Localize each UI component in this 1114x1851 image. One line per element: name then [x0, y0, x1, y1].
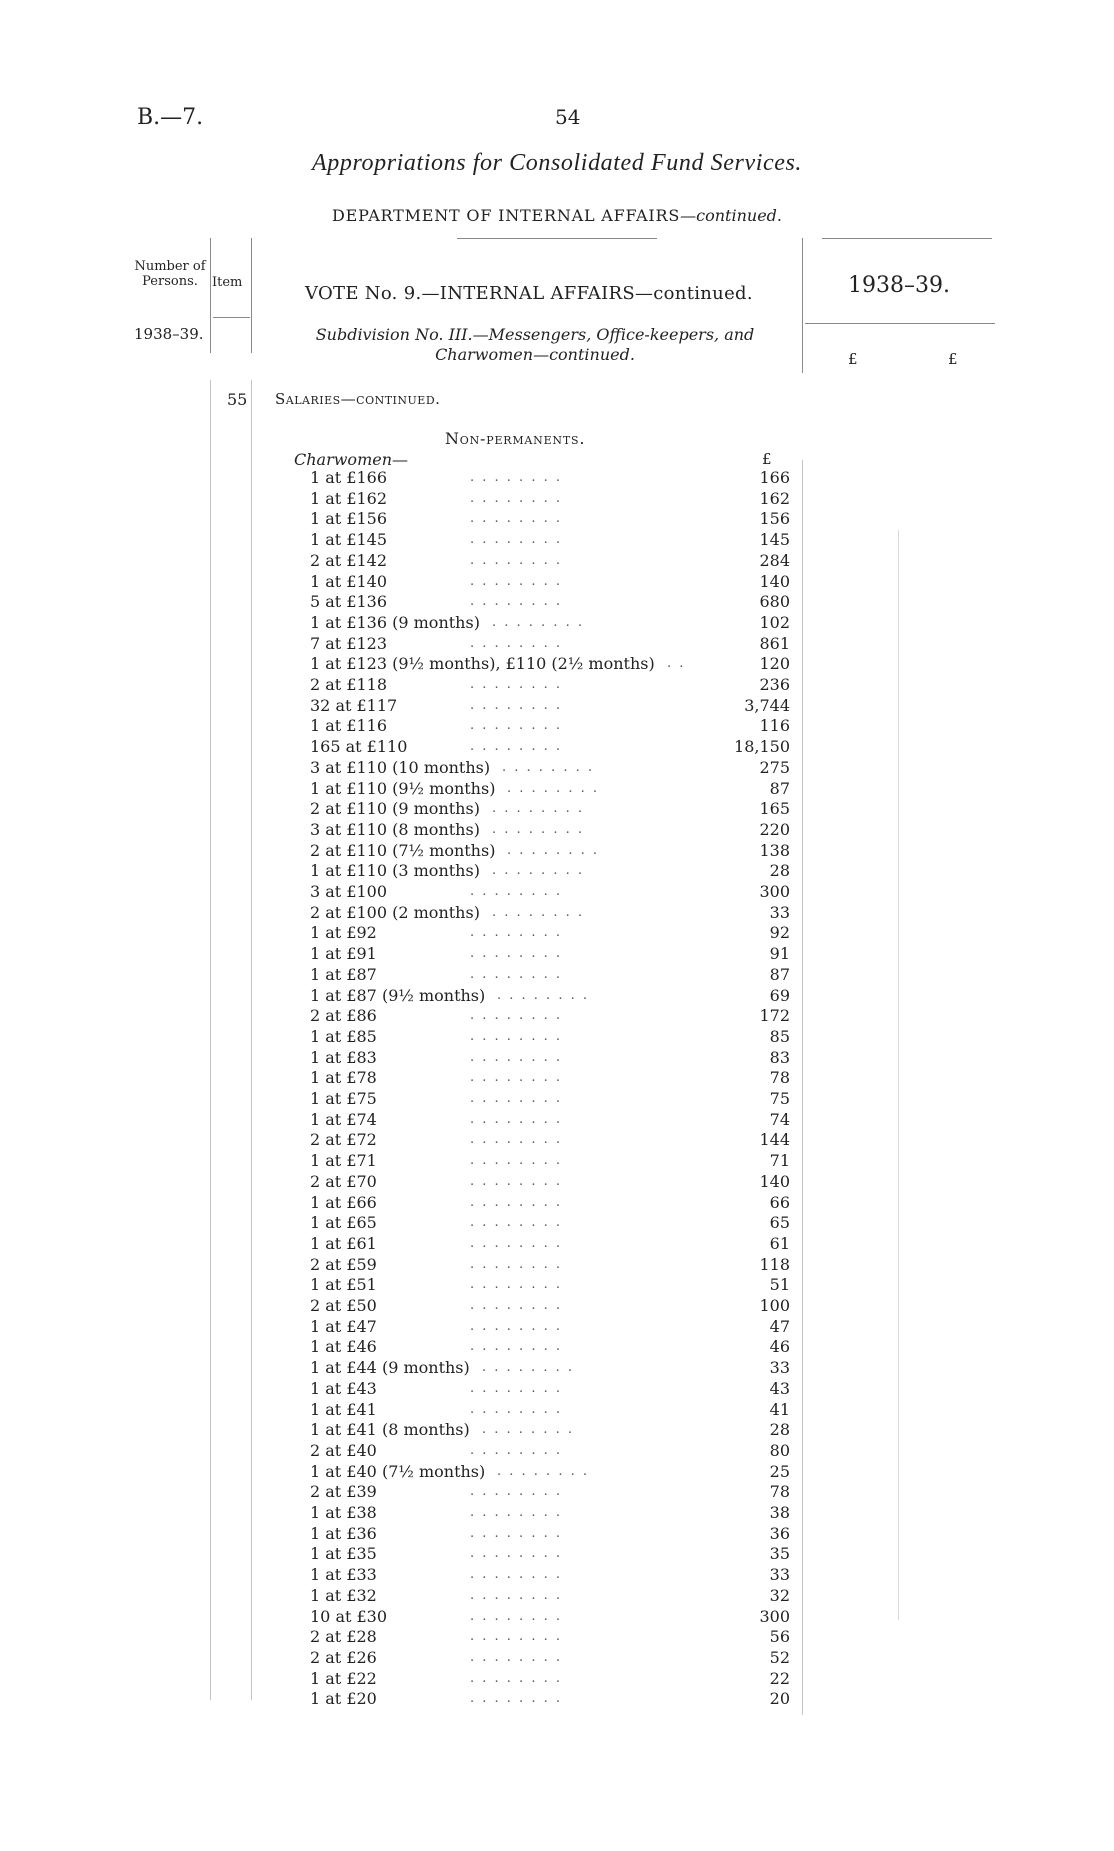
- row-description: 2 at £40: [310, 1440, 377, 1460]
- row-amount: 43: [769, 1378, 790, 1398]
- column-rule: [210, 238, 211, 353]
- leader-dots: . . . . . . . .: [470, 594, 562, 610]
- table-row: [310, 820, 790, 841]
- row-amount: 33: [769, 1358, 790, 1378]
- leader-dots: . . . . . . . .: [470, 718, 562, 734]
- row-amount: 92: [769, 923, 790, 943]
- leader-dots: . . . . . . . .: [470, 1194, 562, 1210]
- row-description: 2 at £110 (9 months): [310, 799, 480, 819]
- table-row: [310, 654, 790, 675]
- leader-dots: . . . . . . . .: [470, 697, 562, 713]
- row-amount: 33: [769, 1565, 790, 1585]
- leader-dots: . . . . . . . .: [502, 759, 594, 775]
- leader-dots: . . . . . . . .: [482, 1360, 574, 1376]
- row-description: 2 at £72: [310, 1130, 377, 1150]
- column-rule: [251, 380, 252, 1700]
- row-amount: 220: [759, 819, 790, 839]
- row-amount: 300: [759, 1606, 790, 1626]
- row-description: 1 at £87 (9½ months): [310, 985, 486, 1005]
- row-amount: 65: [769, 1213, 790, 1233]
- header-rule: [805, 323, 995, 324]
- row-description: 2 at £142: [310, 550, 388, 570]
- row-description: 1 at £61: [310, 1233, 377, 1253]
- row-description: 1 at £136 (9 months): [310, 612, 480, 632]
- leader-dots: . . . . . . . .: [470, 573, 562, 589]
- table-row: [310, 737, 790, 758]
- page-number: 54: [555, 105, 581, 129]
- row-description: 3 at £100: [310, 882, 388, 901]
- leader-dots: . . . . . . . .: [492, 821, 584, 837]
- pound-column-header: £: [848, 350, 858, 368]
- department-name: DEPARTMENT OF INTERNAL AFFAIRS: [331, 206, 681, 225]
- row-description: 1 at £162: [310, 488, 388, 508]
- leader-dots: . . . . . . . .: [507, 780, 599, 796]
- table-row: [310, 1068, 790, 1089]
- row-amount: 3,744: [744, 695, 790, 715]
- row-amount: 56: [769, 1627, 790, 1647]
- row-description: 1 at £44 (9 months): [310, 1358, 470, 1378]
- leader-dots: . . . . . . . .: [470, 1153, 562, 1169]
- leader-dots: . . . . . . . .: [470, 490, 562, 506]
- row-description: 2 at £118: [310, 675, 388, 694]
- table-row: [310, 1213, 790, 1234]
- column-rule: [898, 530, 899, 1620]
- row-description: 1 at £166: [310, 468, 388, 487]
- leader-dots: . .: [667, 656, 686, 672]
- row-amount: 46: [769, 1337, 790, 1357]
- table-row: [310, 1006, 790, 1027]
- table-row: [310, 1607, 790, 1628]
- separator-line: [822, 238, 992, 239]
- leader-dots: . . . . . . . .: [470, 966, 562, 982]
- leader-dots: . . . . . . . .: [482, 1422, 574, 1438]
- department-continued: —continued.: [680, 206, 782, 225]
- leader-dots: . . . . . . . .: [507, 842, 599, 858]
- row-amount: 51: [769, 1275, 790, 1295]
- table-row: [310, 1317, 790, 1338]
- leader-dots: . . . . . . . .: [470, 552, 562, 568]
- row-description: 2 at £26: [310, 1647, 377, 1667]
- leader-dots: . . . . . . . .: [470, 1091, 562, 1106]
- table-row: [310, 1296, 790, 1317]
- row-description: 1 at £36: [310, 1523, 377, 1543]
- table-row: [310, 965, 790, 986]
- row-amount: 75: [769, 1089, 790, 1108]
- row-amount: 162: [759, 488, 790, 508]
- row-amount: 28: [769, 861, 790, 881]
- table-row: [310, 758, 790, 779]
- row-description: 1 at £33: [310, 1565, 377, 1585]
- row-description: 1 at £78: [310, 1068, 377, 1088]
- year-header-left: 1938–39.: [134, 325, 204, 343]
- row-amount: 74: [769, 1109, 790, 1129]
- row-description: 1 at £145: [310, 530, 388, 550]
- row-amount: 118: [759, 1254, 790, 1274]
- salaries-heading: Salaries—continued.: [275, 390, 441, 408]
- row-amount: 18,150: [734, 737, 790, 757]
- table-row: [310, 923, 790, 944]
- leader-dots: . . . . . . . .: [470, 1380, 562, 1396]
- leader-dots: . . . . . . . .: [470, 1608, 562, 1624]
- leader-dots: . . . . . . . .: [470, 1649, 562, 1665]
- table-row: [310, 1689, 790, 1710]
- row-amount: 69: [769, 985, 790, 1005]
- table-row: [310, 1648, 790, 1669]
- table-row: [310, 1089, 790, 1110]
- column-rule: [251, 238, 252, 353]
- row-amount: 300: [759, 882, 790, 901]
- row-description: 2 at £50: [310, 1296, 377, 1315]
- table-row: [310, 1234, 790, 1255]
- row-amount: 78: [769, 1482, 790, 1502]
- table-row: [310, 1255, 790, 1276]
- table-row: [310, 1048, 790, 1069]
- leader-dots: . . . . . . . .: [470, 470, 562, 485]
- leader-dots: . . . . . . . .: [497, 987, 589, 1003]
- table-row: [310, 509, 790, 530]
- row-description: 32 at £117: [310, 695, 398, 715]
- row-amount: 102: [759, 612, 790, 632]
- row-description: 2 at £86: [310, 1006, 377, 1026]
- leader-dots: . . . . . . . .: [470, 946, 562, 962]
- item-number: 55: [227, 390, 248, 409]
- table-row: [310, 613, 790, 634]
- table-row: [310, 1669, 790, 1690]
- row-description: 2 at £100 (2 months): [310, 902, 480, 922]
- table-row: [310, 1193, 790, 1214]
- row-amount: 85: [769, 1026, 790, 1046]
- row-description: 1 at £110 (9½ months): [310, 778, 496, 798]
- row-amount: 165: [759, 799, 790, 819]
- table-row: [310, 1544, 790, 1565]
- table-row: [310, 1110, 790, 1131]
- leader-dots: . . . . . . . .: [470, 1546, 562, 1562]
- leader-dots: . . . . . . . .: [470, 739, 562, 755]
- leader-dots: . . . . . . . .: [470, 1008, 562, 1024]
- leader-dots: . . . . . . . .: [470, 1691, 562, 1707]
- row-description: 1 at £22: [310, 1668, 377, 1688]
- row-amount: 284: [759, 550, 790, 570]
- row-description: 1 at £91: [310, 944, 377, 964]
- year-header-right: 1938–39.: [848, 273, 950, 298]
- row-description: 1 at £66: [310, 1192, 377, 1212]
- row-amount: 156: [759, 509, 790, 529]
- row-description: 1 at £87: [310, 964, 377, 984]
- row-description: 10 at £30: [310, 1606, 388, 1626]
- row-amount: 20: [769, 1689, 790, 1709]
- row-description: 1 at £20: [310, 1689, 377, 1709]
- row-description: 1 at £46: [310, 1337, 377, 1357]
- row-amount: 861: [759, 633, 790, 653]
- leader-dots: . . . . . . . .: [470, 1525, 562, 1541]
- row-amount: 35: [769, 1544, 790, 1564]
- column-rule: [210, 380, 211, 1700]
- leader-dots: . . . . . . . .: [470, 925, 562, 941]
- row-description: 1 at £83: [310, 1047, 377, 1067]
- table-row: [310, 1462, 790, 1483]
- pound-column-header: £: [948, 350, 958, 368]
- table-row: [310, 1420, 790, 1441]
- row-description: 1 at £92: [310, 923, 377, 943]
- leader-dots: . . . . . . . .: [470, 1132, 562, 1148]
- row-description: 2 at £110 (7½ months): [310, 840, 496, 860]
- row-amount: 41: [769, 1399, 790, 1419]
- row-description: 165 at £110: [310, 737, 408, 757]
- row-amount: 22: [769, 1668, 790, 1688]
- leader-dots: . . . . . . . .: [470, 1318, 562, 1334]
- row-amount: 28: [769, 1420, 790, 1440]
- leader-dots: . . . . . . . .: [470, 1277, 562, 1293]
- leader-dots: . . . . . . . .: [470, 1670, 562, 1686]
- table-row: [310, 799, 790, 820]
- row-description: 1 at £123 (9½ months), £110 (2½ months): [310, 654, 655, 674]
- leader-dots: . . . . . . . .: [470, 1567, 562, 1583]
- row-amount: 38: [769, 1503, 790, 1522]
- table-row: [310, 1586, 790, 1607]
- table-row: [310, 551, 790, 572]
- table-row: [310, 903, 790, 924]
- row-amount: 145: [759, 530, 790, 550]
- row-description: 2 at £70: [310, 1171, 377, 1191]
- leader-dots: . . . . . . . .: [470, 1587, 562, 1603]
- leader-dots: . . . . . . . .: [470, 677, 562, 692]
- row-description: 1 at £43: [310, 1378, 377, 1398]
- leader-dots: . . . . . . . .: [470, 1505, 562, 1520]
- department-heading: [0, 206, 1114, 225]
- leader-dots: . . . . . . . .: [470, 1111, 562, 1127]
- row-description: 1 at £65: [310, 1213, 377, 1233]
- section-heading: Non-permanents.: [445, 429, 586, 448]
- table-row: [310, 1151, 790, 1172]
- row-description: 1 at £51: [310, 1275, 377, 1295]
- leader-dots: . . . . . . . .: [470, 1339, 562, 1355]
- table-row: [310, 1503, 790, 1524]
- row-description: 2 at £59: [310, 1254, 377, 1274]
- number-of-persons-header: Number of Persons.: [134, 259, 206, 289]
- leader-dots: . . . . . . . .: [470, 1215, 562, 1231]
- row-description: 3 at £110 (10 months): [310, 757, 491, 777]
- table-row: [310, 1275, 790, 1296]
- row-amount: 172: [759, 1006, 790, 1026]
- leader-dots: . . . . . . . .: [492, 904, 584, 920]
- row-amount: 91: [769, 944, 790, 964]
- table-row: [310, 944, 790, 965]
- row-description: 7 at £123: [310, 633, 388, 653]
- table-row: [310, 986, 790, 1007]
- row-amount: 275: [759, 757, 790, 777]
- table-row: [310, 861, 790, 882]
- row-amount: 80: [769, 1440, 790, 1460]
- row-description: 1 at £41: [310, 1399, 377, 1419]
- row-amount: 144: [759, 1130, 790, 1150]
- leader-dots: . . . . . . . .: [470, 511, 562, 527]
- page-title: Appropriations for Consolidated Fund Services.: [311, 150, 803, 176]
- amount-unit: £: [762, 450, 772, 468]
- row-amount: 32: [769, 1585, 790, 1605]
- row-amount: 25: [769, 1461, 790, 1481]
- vote-heading: VOTE No. 9.—INTERNAL AFFAIRS—continued.: [305, 283, 753, 304]
- row-amount: 61: [769, 1233, 790, 1253]
- row-description: 1 at £140: [310, 571, 388, 591]
- subdivision-heading: Subdivision No. III.—Messengers, Office-keepers, and Charwomen—continued.: [315, 325, 755, 364]
- leader-dots: . . . . . . . .: [470, 1235, 562, 1251]
- row-description: 1 at £75: [310, 1089, 377, 1108]
- table-row: [310, 716, 790, 737]
- row-description: 1 at £32: [310, 1585, 377, 1605]
- leader-dots: . . . . . . . .: [470, 635, 562, 651]
- table-row: [310, 1337, 790, 1358]
- table-row: [310, 1441, 790, 1462]
- item-header: Item: [212, 275, 243, 290]
- row-description: 1 at £40 (7½ months): [310, 1461, 486, 1481]
- row-description: 1 at £85: [310, 1026, 377, 1046]
- table-row: [310, 592, 790, 613]
- table-row: [310, 634, 790, 655]
- row-amount: 120: [759, 654, 790, 674]
- table-row: [310, 1172, 790, 1193]
- table-row: [310, 1524, 790, 1545]
- table-row: [310, 1358, 790, 1379]
- row-description: 1 at £74: [310, 1109, 377, 1129]
- leader-dots: . . . . . . . .: [470, 1298, 562, 1313]
- table-row: [310, 1400, 790, 1421]
- row-amount: 116: [759, 716, 790, 736]
- row-amount: 138: [759, 840, 790, 860]
- leader-dots: . . . . . . . .: [470, 1484, 562, 1500]
- table-row: [310, 468, 790, 489]
- table-row: [310, 882, 790, 903]
- table-row: [310, 779, 790, 800]
- row-amount: 680: [759, 592, 790, 612]
- group-heading: Charwomen—: [294, 450, 409, 469]
- table-row: [310, 489, 790, 510]
- leader-dots: . . . . . . . .: [470, 1028, 562, 1044]
- table-row: [310, 1130, 790, 1151]
- row-description: 1 at £71: [310, 1151, 377, 1171]
- row-amount: 236: [759, 675, 790, 694]
- separator-line: [457, 238, 657, 239]
- document-reference: B.—7.: [137, 105, 204, 130]
- row-amount: 78: [769, 1068, 790, 1088]
- leader-dots: . . . . . . . .: [470, 1442, 562, 1458]
- row-amount: 36: [769, 1523, 790, 1543]
- row-description: 1 at £38: [310, 1503, 377, 1522]
- row-description: 1 at £156: [310, 509, 388, 529]
- row-description: 2 at £28: [310, 1627, 377, 1647]
- column-rule: [802, 238, 803, 373]
- row-amount: 140: [759, 1171, 790, 1191]
- table-row: [310, 696, 790, 717]
- leader-dots: . . . . . . . .: [497, 1463, 589, 1479]
- leader-dots: . . . . . . . .: [470, 1401, 562, 1417]
- row-amount: 47: [769, 1316, 790, 1336]
- table-row: [310, 1482, 790, 1503]
- table-row: [310, 1379, 790, 1400]
- table-row: [310, 1027, 790, 1048]
- leader-dots: . . . . . . . .: [470, 1173, 562, 1189]
- row-amount: 83: [769, 1047, 790, 1067]
- row-description: 1 at £35: [310, 1544, 377, 1564]
- table-row: [310, 841, 790, 862]
- leader-dots: . . . . . . . .: [470, 884, 562, 899]
- row-amount: 66: [769, 1192, 790, 1212]
- row-description: 1 at £116: [310, 716, 388, 736]
- row-amount: 166: [759, 468, 790, 487]
- leader-dots: . . . . . . . .: [470, 532, 562, 548]
- row-amount: 87: [769, 964, 790, 984]
- table-row: [310, 572, 790, 593]
- header-rule: [213, 317, 250, 318]
- row-amount: 140: [759, 571, 790, 591]
- row-amount: 52: [769, 1647, 790, 1667]
- row-amount: 33: [769, 902, 790, 922]
- column-rule: [802, 460, 803, 1715]
- row-description: 5 at £136: [310, 592, 388, 612]
- leader-dots: . . . . . . . .: [470, 1256, 562, 1272]
- row-description: 1 at £47: [310, 1316, 377, 1336]
- leader-dots: . . . . . . . .: [470, 1629, 562, 1645]
- row-description: 1 at £41 (8 months): [310, 1420, 470, 1440]
- row-amount: 100: [759, 1296, 790, 1315]
- leader-dots: . . . . . . . .: [470, 1049, 562, 1065]
- row-description: 1 at £110 (3 months): [310, 861, 480, 881]
- row-description: 2 at £39: [310, 1482, 377, 1502]
- leader-dots: . . . . . . . .: [492, 801, 584, 817]
- leader-dots: . . . . . . . .: [492, 614, 584, 630]
- table-row: [310, 1565, 790, 1586]
- leader-dots: . . . . . . . .: [492, 863, 584, 879]
- table-row: [310, 675, 790, 696]
- row-description: 3 at £110 (8 months): [310, 819, 480, 839]
- row-amount: 87: [769, 778, 790, 798]
- leader-dots: . . . . . . . .: [470, 1070, 562, 1086]
- table-row: [310, 1627, 790, 1648]
- row-amount: 71: [769, 1151, 790, 1171]
- table-row: [310, 530, 790, 551]
